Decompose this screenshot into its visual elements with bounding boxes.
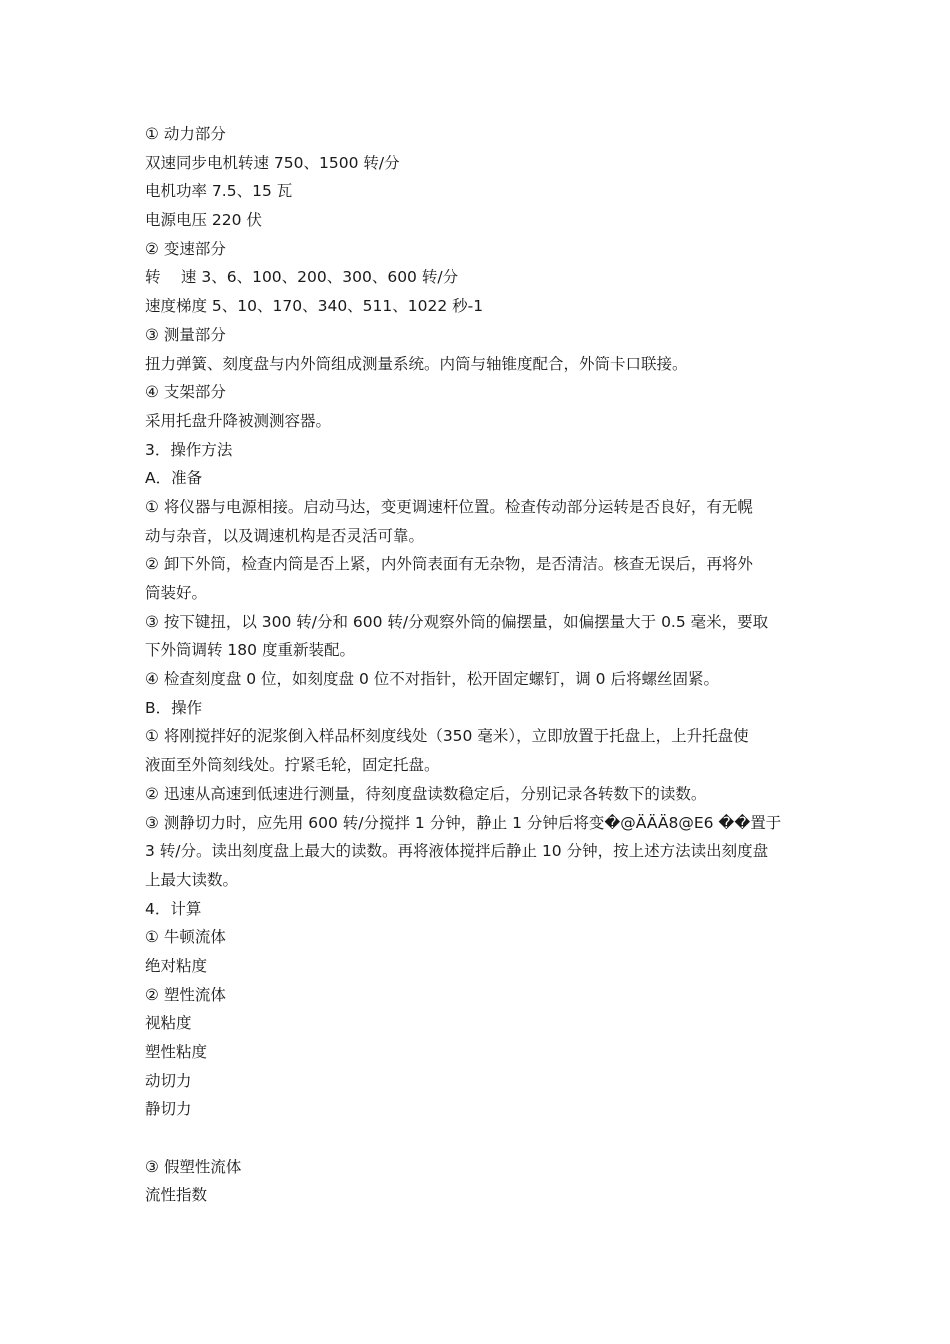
text-line: 速度梯度 5、10、170、340、511、1022 秒-1 bbox=[145, 297, 484, 316]
text-line: ③ 假塑性流体 bbox=[145, 1157, 242, 1176]
text-line: 筒装好。 bbox=[145, 584, 208, 602]
text-line: ③ 按下键扭，以 300 转/分和 600 转/分观察外筒的偏摆量，如偏摆量大于 0.5 毫米，要取 bbox=[145, 612, 769, 631]
text-line: 下外筒调转 180 度重新装配。 bbox=[145, 641, 355, 660]
text-line: 转 速 3、6、100、200、300、600 转/分 bbox=[145, 268, 459, 287]
text-line: 动切力 bbox=[145, 1071, 192, 1090]
text-line: 液面至外筒刻线处。拧紧毛轮，固定托盘。 bbox=[145, 756, 440, 775]
text-line: ④ 检查刻度盘 0 位，如刻度盘 0 位不对指针，松开固定螺钉，调 0 后将螺丝固紧。 bbox=[145, 670, 719, 689]
text-line: ③ 测静切力时，应先用 600 转/分搅拌 1 分钟，静止 1 分钟后将变�@ÄÄÄ8@E6 ��置于 bbox=[145, 813, 782, 832]
text-line: 流性指数 bbox=[145, 1186, 208, 1205]
subsection-heading: A．准备 bbox=[145, 469, 203, 488]
document-page bbox=[145, 120, 815, 1210]
text-line: ② 塑性流体 bbox=[145, 985, 226, 1004]
section-heading: 4．计算 bbox=[145, 899, 202, 918]
text-line: 静切力 bbox=[145, 1100, 192, 1119]
text-line: ② 卸下外筒，检查内筒是否上紧，内外筒表面有无杂物，是否清洁。核查无误后，再将外 bbox=[145, 555, 753, 574]
text-line: ① 将刚搅拌好的泥浆倒入样品杯刻度线处（350 毫米），立即放置于托盘上，上升托盘使 bbox=[145, 727, 749, 746]
text-line: ④ 支架部分 bbox=[145, 383, 226, 402]
text-line: ① 将仪器与电源相接。启动马达，变更调速杆位置。检查传动部分运转是否良好，有无幌 bbox=[145, 497, 753, 516]
text-line: 塑性粘度 bbox=[145, 1043, 208, 1061]
text-line: ① 动力部分 bbox=[145, 125, 226, 143]
section-heading: 3．操作方法 bbox=[145, 440, 233, 459]
text-line: ② 迅速从高速到低速进行测量，待刻度盘读数稳定后，分别记录各转数下的读数。 bbox=[145, 784, 707, 803]
text-line: 3 转/分。读出刻度盘上最大的读数。再将液体搅拌后静止 10 分钟，按上述方法读出刻度盘 bbox=[145, 842, 769, 861]
text-line: 双速同步电机转速 750、1500 转/分 bbox=[145, 153, 400, 172]
text-line: 动与杂音，以及调速机构是否灵活可靠。 bbox=[145, 526, 425, 545]
text-line: 电源电压 220 伏 bbox=[145, 211, 262, 230]
text-line: 视粘度 bbox=[145, 1014, 192, 1033]
text-line: 采用托盘升降被测测容器。 bbox=[145, 411, 332, 430]
text-line: 上最大读数。 bbox=[145, 870, 239, 889]
text-line: ③ 测量部分 bbox=[145, 325, 226, 344]
text-line: ① 牛顿流体 bbox=[145, 928, 226, 947]
blank-line bbox=[145, 1124, 815, 1153]
text-line: 扭力弹簧、刻度盘与内外筒组成测量系统。内筒与轴锥度配合，外筒卡口联接。 bbox=[145, 354, 688, 373]
text-line: 电机功率 7.5、15 瓦 bbox=[145, 182, 293, 201]
text-line: 绝对粘度 bbox=[145, 956, 208, 975]
subsection-heading: B．操作 bbox=[145, 698, 203, 717]
text-line: ② 变速部分 bbox=[145, 239, 226, 258]
